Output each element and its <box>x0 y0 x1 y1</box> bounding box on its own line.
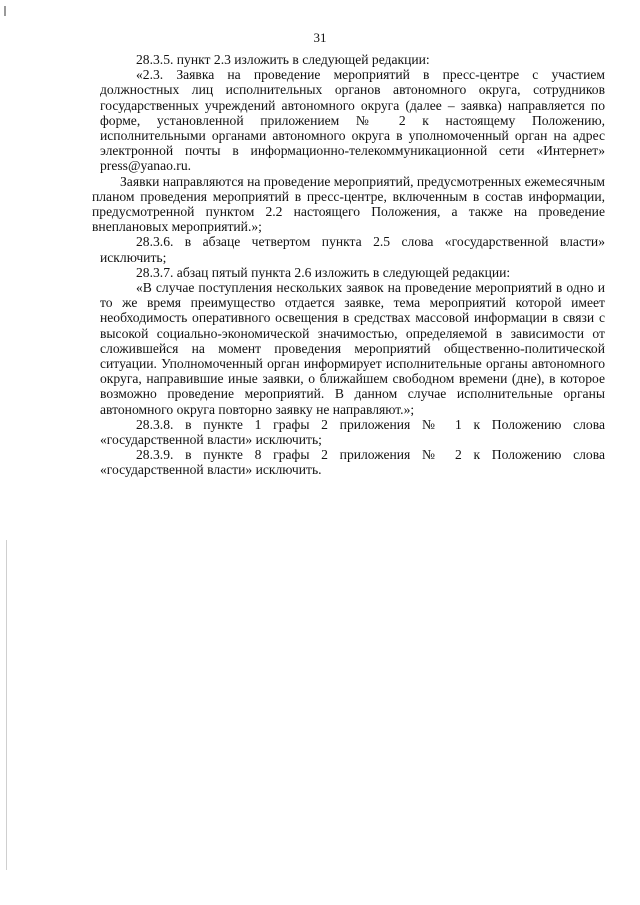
scan-margin-line <box>6 540 7 870</box>
scan-corner-mark <box>4 6 6 16</box>
paragraph-applications: Заявки направляются на проведение мероприятий, предусмотренных ежемесячным планом проведения мероприятий в пресс-центре, включенным в состав информации, предусмотренной пунктом 2.2 настоящего Положения, а также на проведение внеплановых мероприятий.»; <box>92 173 605 235</box>
paragraph-28-3-5: 28.3.5. пункт 2.3 изложить в следующей редакции: <box>136 52 430 67</box>
document-body <box>92 52 605 478</box>
paragraph-28-3-6: 28.3.6. в абзаце четвертом пункта 2.5 слова «государственной власти» исключить; <box>100 234 605 265</box>
page-number: 31 <box>313 30 327 45</box>
paragraph-28-3-8: 28.3.8. в пункте 1 графы 2 приложения № 1 к Положению слова «государственной власти» исключить; <box>100 416 605 448</box>
paragraph-28-3-9: 28.3.9. в пункте 8 графы 2 приложения № 2 к Положению слова «государственной власти» исключить. <box>100 447 605 478</box>
paragraph-2-6-text: «В случае поступления нескольких заявок на проведение мероприятий в одно и то же время преимущество отдается заявке, тема мероприятий которой имеет необходимость оперативного освещения в средствах массовой информации в связи с высокой социально-экономической значимостью, определяемой в зависимости от сложившейся на момент проведения мероприятий общественно-политической ситуации. Уполномоченный орган информирует исполнительные органы автономного округа, направившие иные заявки, о ближайшем свободном времени (дне), в которое возможно проведение мероприятий. В данном случае исполнительные органы автономного округа повторно заявку не направляют.»; <box>100 280 605 417</box>
paragraph-2-3-text: «2.3. Заявка на проведение мероприятий в пресс-центре с участием должностных лиц исполнительных органов автономного округа, сотрудников государственных учреждений автономного округа (далее – заявка) направляется по форме, установленной приложением № 2 к настоящему Положению, исполнительными органами автономного округа в уполномоченный орган на адрес электронной почты в информационно-телекоммуникационной сети «Интернет» press@yanao.ru. <box>100 67 605 174</box>
paragraph-28-3-7: 28.3.7. абзац пятый пункта 2.6 изложить в следующей редакции: <box>136 264 511 280</box>
